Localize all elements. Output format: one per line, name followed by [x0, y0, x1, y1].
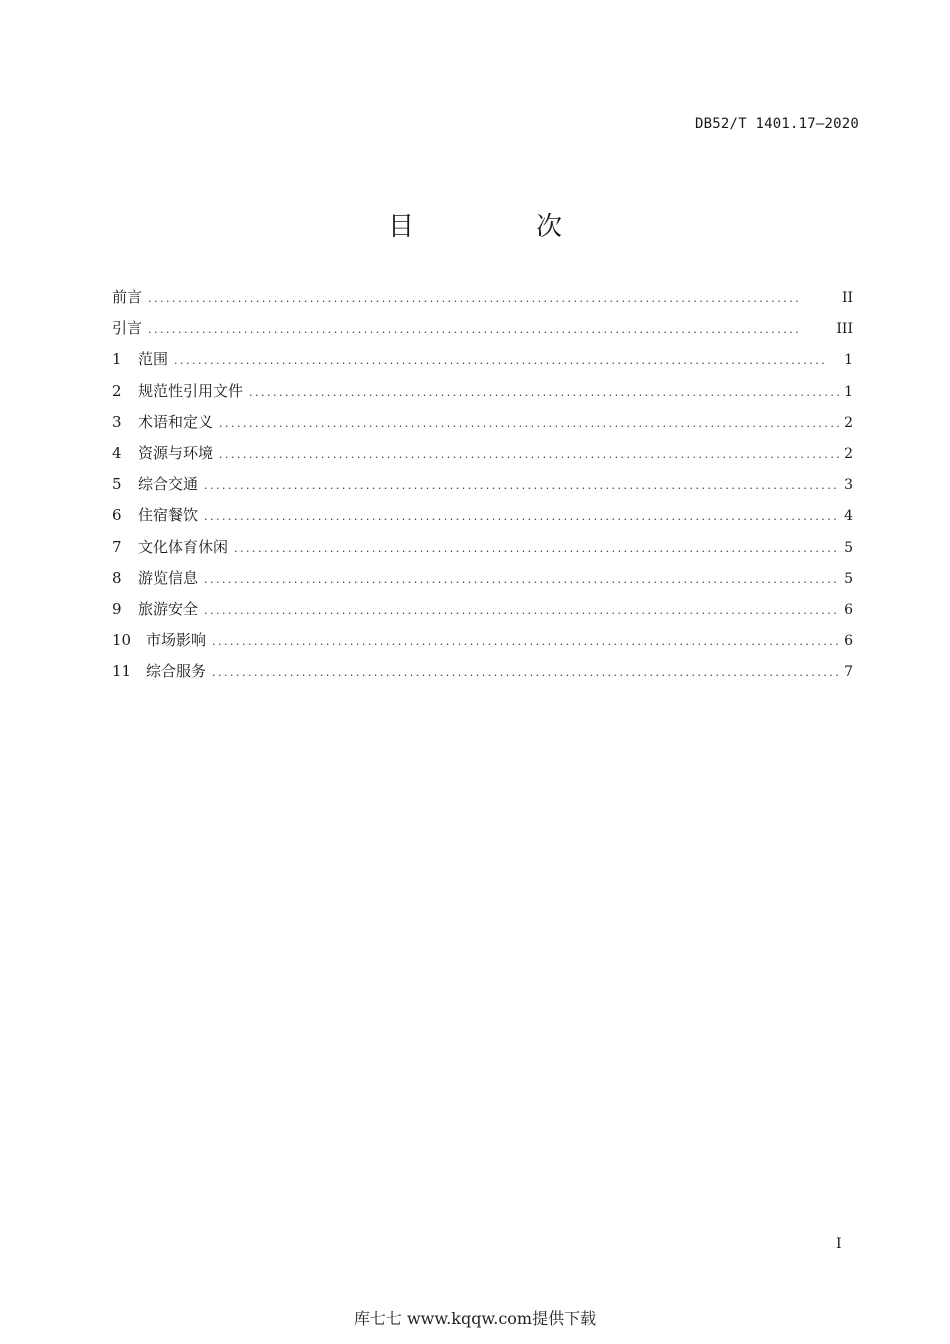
toc-dot-leader: [219, 410, 839, 436]
toc-entry-number: 3: [112, 412, 122, 431]
toc-entry-page: 3: [844, 477, 853, 494]
toc-entry-number: 9: [112, 599, 122, 618]
toc-dot-leader: [204, 503, 839, 529]
toc-entry-title: 前言: [112, 288, 143, 306]
toc-entry-number: 7: [112, 537, 122, 556]
toc-entry-4[interactable]: [112, 441, 853, 472]
toc-dot-leader: [148, 285, 838, 311]
download-watermark: 库七七 www.kqqw.com提供下载: [353, 1309, 597, 1328]
toc-entry-title: 游览信息: [138, 568, 199, 587]
toc-entry-title: 市场影响: [146, 631, 207, 650]
toc-dot-leader: [212, 628, 839, 654]
toc-entry-number: 2: [112, 381, 122, 400]
toc-entry-number: 6: [112, 506, 122, 525]
toc-dot-leader: [234, 535, 839, 561]
toc-entry-page: 6: [844, 601, 853, 618]
toc-dot-leader: [148, 316, 832, 342]
document-code: DB52/T 1401.17—2020: [695, 116, 859, 132]
page-title: 目 次: [387, 212, 610, 242]
toc-entry-5[interactable]: [112, 472, 853, 503]
toc-entry-title: 旅游安全: [138, 599, 199, 618]
toc-entry-number: 5: [112, 475, 122, 494]
toc-entry-page: 4: [844, 508, 853, 525]
toc-entry-foreword[interactable]: [112, 285, 853, 316]
toc-entry-page: 7: [844, 664, 853, 681]
toc-dot-leader: [212, 659, 839, 685]
page-number: I: [836, 1236, 842, 1252]
toc-entry-title: 文化体育休闲: [138, 537, 229, 556]
toc-entry-8[interactable]: [112, 566, 853, 597]
toc-entry-3[interactable]: [112, 410, 853, 441]
toc-entry-6[interactable]: [112, 503, 853, 534]
toc-entry-page: 2: [844, 445, 853, 462]
toc-entry-page: 1: [844, 383, 853, 400]
toc-dot-leader: [204, 597, 839, 623]
toc-entry-11[interactable]: [112, 659, 853, 690]
toc-dot-leader: [204, 566, 839, 592]
toc-entry-title: 规范性引用文件: [138, 381, 244, 400]
toc-entry-number: 11: [112, 662, 132, 681]
toc-entry-title: 术语和定义: [138, 412, 214, 431]
toc-entry-number: 4: [112, 443, 122, 462]
toc-entry-page: II: [841, 290, 853, 306]
toc-dot-leader: [204, 472, 839, 498]
toc-dot-leader: [249, 379, 839, 405]
toc-entry-2[interactable]: [112, 379, 853, 410]
toc-entry-10[interactable]: [112, 628, 853, 659]
toc-entry-page: 6: [844, 633, 853, 650]
toc-entry-7[interactable]: [112, 535, 853, 566]
toc-entry-page: III: [836, 321, 853, 338]
toc-entry-page: 5: [844, 570, 853, 587]
toc-entry-9[interactable]: [112, 597, 853, 628]
toc-entry-title: 引言: [112, 319, 143, 338]
toc-entry-title: 综合服务: [146, 662, 207, 681]
table-of-contents: [112, 285, 853, 690]
toc-entry-title: 资源与环境: [138, 443, 214, 462]
toc-entry-page: 2: [844, 414, 853, 431]
toc-entry-page: 1: [844, 352, 853, 369]
toc-entry-1[interactable]: [112, 347, 853, 378]
toc-entry-title: 住宿餐饮: [138, 506, 199, 525]
toc-dot-leader: [174, 347, 839, 373]
toc-entry-title: 范围: [138, 350, 169, 369]
toc-entry-number: 10: [112, 631, 132, 650]
toc-entry-page: 5: [844, 539, 853, 556]
toc-dot-leader: [219, 441, 839, 467]
toc-entry-number: 1: [112, 350, 122, 369]
toc-entry-number: 8: [112, 568, 122, 587]
toc-entry-introduction[interactable]: [112, 316, 853, 347]
toc-entry-title: 综合交通: [138, 475, 199, 494]
